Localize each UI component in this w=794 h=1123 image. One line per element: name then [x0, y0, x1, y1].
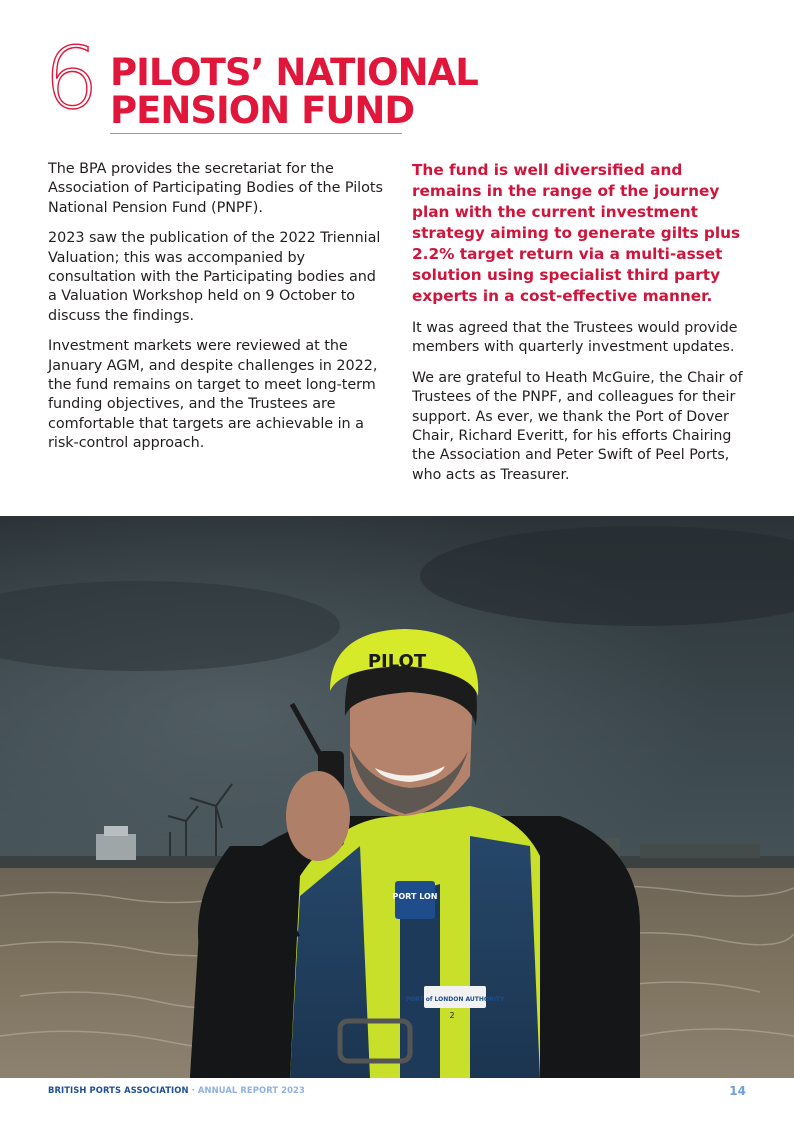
right-text-column	[412, 160, 748, 496]
vest-number: 2	[449, 1011, 455, 1020]
body-paragraph: Investment markets were reviewed at the January AGM, and despite challenges in 2022, the fund remains on target to meet long-term funding objectives, and the Trustees are comfortable that targets are achievable in a risk-control approach.	[48, 338, 378, 452]
footer-separator: ·	[188, 1085, 198, 1095]
body-paragraph: We are grateful to Heath McGuire, the Chair of Trustees of the PNPF, and colleagues for their support. As ever, we thank the Port of Dover Chair, Richard Everitt, for his efforts Chairing the Association and Peter Swift of Peel Ports, who acts as Treasurer.	[412, 369, 743, 483]
pilot-photo	[0, 516, 794, 1078]
page-title-line-1: PILOTS’ NATIONAL	[110, 51, 478, 94]
title-divider	[110, 133, 402, 134]
section-number: 6	[44, 29, 99, 129]
vest-logo-text: PORT LON	[392, 892, 438, 901]
vest-badge-text: PORT of LONDON AUTHORITY	[405, 996, 505, 1003]
page-title	[110, 51, 478, 132]
body-paragraph: The BPA provides the secretariat for the Association of Participating Bodies of the Pilots National Pension Fund (PNPF).	[48, 161, 383, 216]
page-number: 14	[729, 1084, 746, 1098]
left-text-column	[48, 160, 384, 465]
pull-quote: The fund is well diversified and remains in the range of the journey plan with the current investment strategy aiming to generate gilts plus 2.2% target return via a multi-asset solution using specialist third party experts in a cost-effective manner.	[412, 161, 741, 305]
footer-credit	[48, 1085, 305, 1095]
footer-report-title: ANNUAL REPORT 2023	[197, 1085, 305, 1095]
footer-organization: BRITISH PORTS ASSOCIATION	[48, 1085, 189, 1095]
body-paragraph: 2023 saw the publication of the 2022 Triennial Valuation; this was accompanied by consultation with the Participating bodies and a Valuation Workshop held on 9 October to discuss the findings.	[48, 230, 381, 324]
helmet-text: PILOT	[367, 651, 427, 672]
page-title-line-2: PENSION FUND	[110, 89, 415, 132]
body-paragraph: It was agreed that the Trustees would provide members with quarterly investment updates.	[412, 320, 738, 356]
